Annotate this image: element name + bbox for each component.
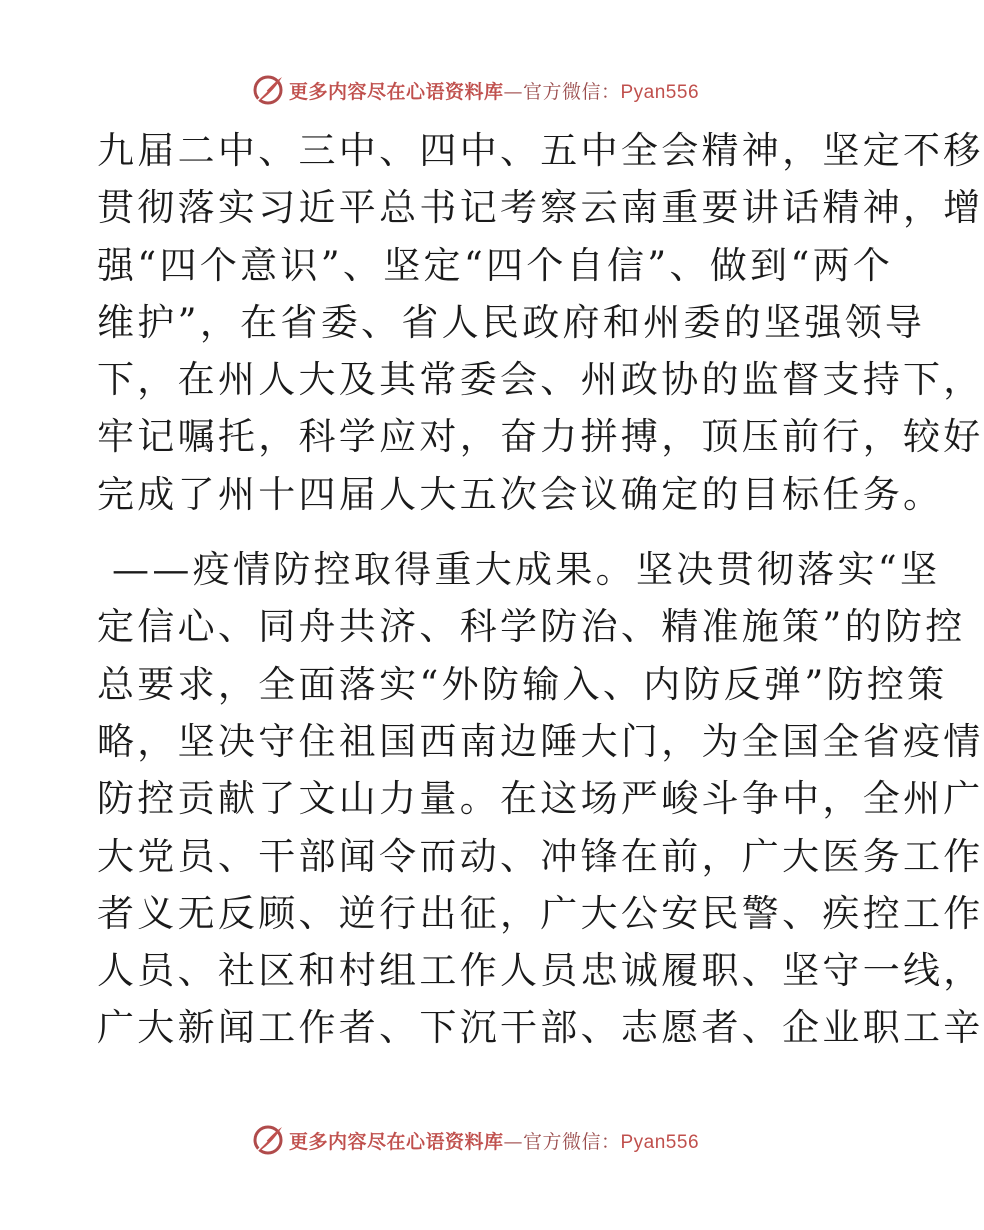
text-line: 定信心、同舟共济、科学防治、精准施策”的防控 <box>97 605 966 649</box>
paragraph-gap <box>97 523 857 541</box>
text-line: 大党员、干部闻令而动、冲锋在前，广大医务工作 <box>97 834 984 878</box>
text-line: 广大新闻工作者、下沉干部、志愿者、企业职工辛 <box>97 1006 984 1050</box>
header-banner <box>0 70 950 110</box>
text-line: 牢记嘱托，科学应对，奋力拼搏，顶压前行，较好 <box>97 415 984 459</box>
footer-banner-text <box>289 1127 699 1154</box>
text-line: 完成了州十四届人大五次会议确定的目标任务。 <box>97 472 944 516</box>
footer-banner <box>0 1120 950 1160</box>
text-line: 人员、社区和村组工作人员忠诚履职、坚守一线， <box>97 949 984 993</box>
text-line: 总要求，全面落实“外防输入、内防反弹”防控策 <box>97 662 948 706</box>
header-banner-inner <box>251 73 699 107</box>
text-line: 下，在州人大及其常委会、州政协的监督支持下， <box>97 358 984 402</box>
text-line: 者义无反顾、逆行出征，广大公安民警、疾控工作 <box>97 891 984 935</box>
header-wechat-id: Pyan556 <box>620 81 700 103</box>
text-line: 贯彻落实习近平总书记考察云南重要讲话精神，增 <box>97 186 984 230</box>
text-line: 维护”，在省委、省人民政府和州委的坚强领导 <box>97 300 926 344</box>
header-wechat-label: 官方微信： <box>522 80 621 103</box>
header-brand-text: 更多内容尽在心语资料库 <box>288 80 504 103</box>
footer-dash: — <box>503 1130 523 1153</box>
header-banner-text <box>289 77 699 104</box>
text-line: 略，坚决守住祖国西南边陲大门，为全国全省疫情 <box>97 719 984 763</box>
footer-wechat-id: Pyan556 <box>620 1131 700 1153</box>
document-body <box>97 122 984 1057</box>
text-line: ——疫情防控取得重大成果。坚决贯彻落实“坚 <box>97 548 941 592</box>
paragraph-1 <box>97 122 984 523</box>
text-line: 防控贡献了文山力量。在这场严峻斗争中，全州广 <box>97 777 984 821</box>
paragraph-2 <box>97 541 984 1057</box>
footer-brand-text: 更多内容尽在心语资料库 <box>288 1130 504 1153</box>
text-line: 强“四个意识”、坚定“四个自信”、做到“两个 <box>97 243 894 287</box>
footer-banner-inner <box>251 1123 699 1157</box>
feather-pen-logo-icon <box>251 1123 285 1157</box>
feather-pen-logo-icon <box>251 73 285 107</box>
footer-wechat-label: 官方微信： <box>522 1130 621 1153</box>
text-line: 九届二中、三中、四中、五中全会精神，坚定不移 <box>97 129 984 172</box>
header-dash: — <box>503 80 523 103</box>
